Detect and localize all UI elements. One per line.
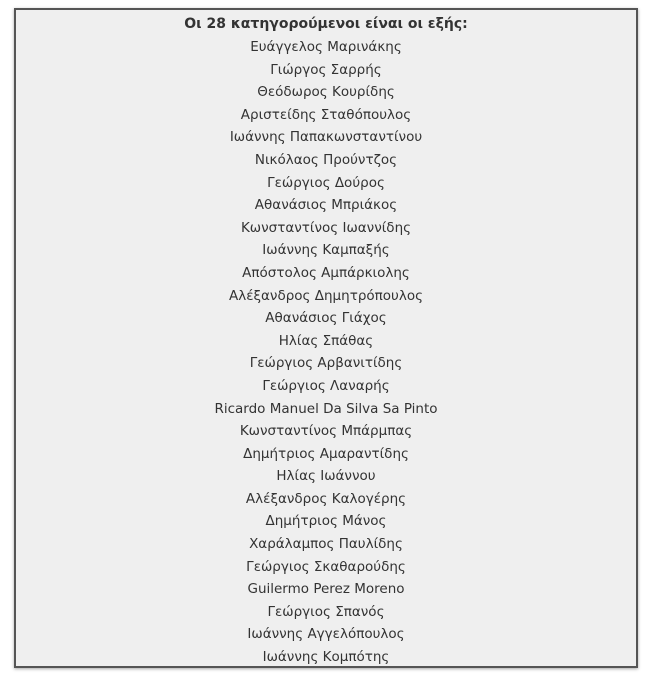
defendant-name: Κωνσταντίνος Μπάρμπας xyxy=(239,423,413,440)
defendant-name: Γεώργιος Σπανός xyxy=(267,603,385,620)
defendant-name: Κωνσταντίνος Ιωαννίδης xyxy=(240,219,412,236)
defendant-name: Αριστείδης Σταθόπουλος xyxy=(240,106,412,123)
defendant-name: Ευάγγελος Μαρινάκης xyxy=(250,39,402,55)
defendant-name: Θεόδωρος Κουρίδης xyxy=(257,84,395,101)
defendant-name: Γεώργιος Δούρος xyxy=(267,174,385,191)
defendant-name: Γεώργιος Αρβανιτίδης xyxy=(249,355,403,372)
defendant-name: Ηλίας Ιωάννου xyxy=(276,468,376,485)
defendant-name: Αλέξανδρος Δημητρόπουλος xyxy=(228,287,424,304)
defendant-name: Αλέξανδρος Καλογέρης xyxy=(245,490,407,507)
defendant-name: Ιωάννης Αγγελόπουλος xyxy=(247,626,405,643)
defendant-name: Χαράλαμπος Παυλίδης xyxy=(249,536,403,553)
defendant-name: Γεώργιος Λαναρής xyxy=(262,377,390,394)
defendant-name: Απόστολος Αμπάρκιολης xyxy=(242,264,410,281)
defendant-name: Ιωάννης Κομπότης xyxy=(262,649,390,666)
list-heading: Οι 28 κατηγορούμενοι είναι οι εξής: xyxy=(184,16,468,32)
defendant-name: Γεώργιος Σκαθαρούδης xyxy=(246,558,406,575)
defendant-name: Νικόλαος Προύντζος xyxy=(254,151,398,168)
defendants-list xyxy=(16,36,636,669)
defendant-name: Γιώργος Σαρρής xyxy=(270,61,382,78)
defendant-name: Ricardo Manuel Da Silva Sa Pinto xyxy=(214,400,438,417)
defendant-name: Δημήτριος Μάνος xyxy=(265,513,387,530)
defendant-name: Ιωάννης Παπακωνσταντίνου xyxy=(229,129,423,146)
defendant-name: Αθανάσιος Μπριάκος xyxy=(254,197,398,214)
defendant-name: Αθανάσιος Γιάχος xyxy=(265,310,387,327)
defendants-panel xyxy=(14,8,638,668)
defendant-name: Guilermo Perez Moreno xyxy=(247,581,405,598)
defendant-name: Δημήτριος Αμαραντίδης xyxy=(243,445,409,462)
defendant-name: Ιωάννης Καμπαξής xyxy=(262,242,390,259)
defendant-name: Ηλίας Σπάθας xyxy=(278,332,374,349)
